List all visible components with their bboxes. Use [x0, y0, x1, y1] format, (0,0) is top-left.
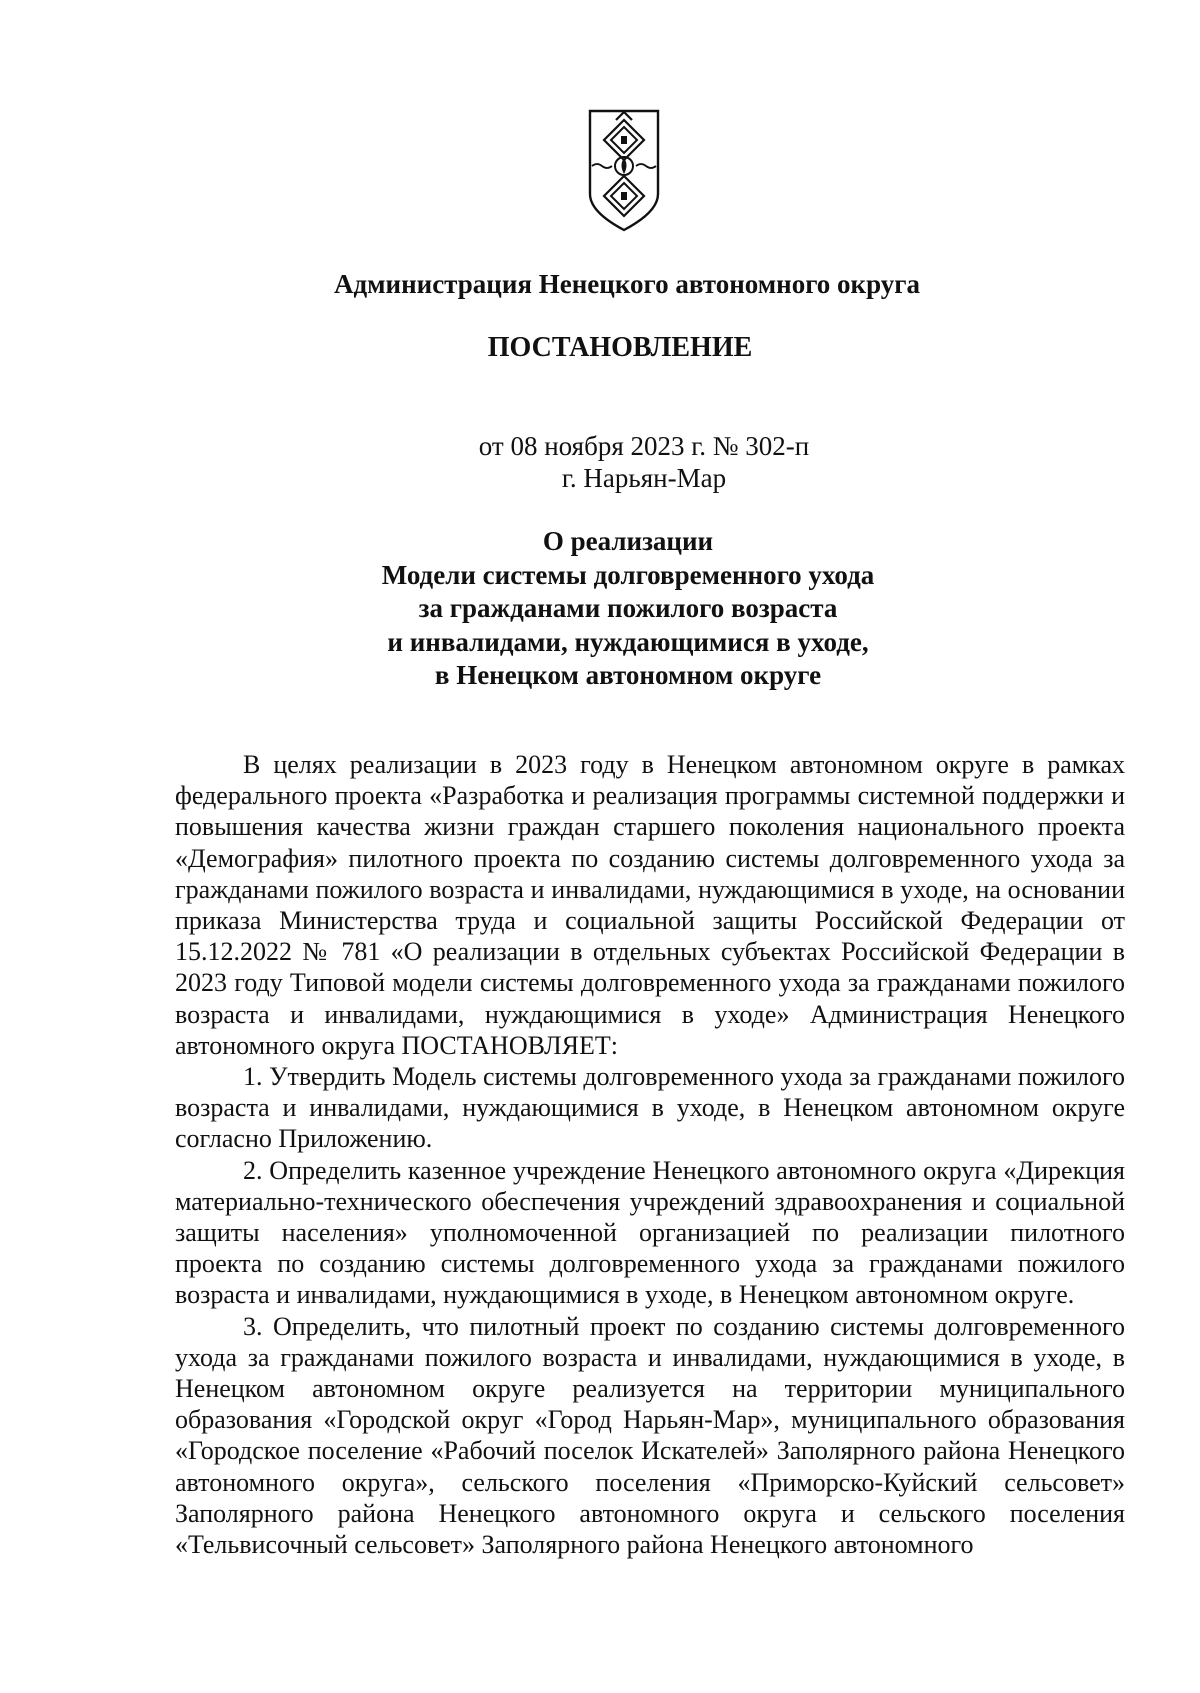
document-subject	[0, 525, 1200, 693]
body-paragraph-item-2: 2. Определить казенное учреждение Ненецкого автономного округа «Дирекция материально-технического обеспечения учреждений здравоохранения и социальной защиты населения» уполномоченной организацией по реализации пилотного проекта по созданию системы долговременного ухода за гражданами пожилого возраста и инвалидами, нуждающимися в уходе, в Ненецком автономном округе.	[175, 1155, 1125, 1310]
subject-line: и инвалидами, нуждающимися в уходе,	[387, 626, 869, 657]
subject-line: в Ненецком автономном округе	[434, 660, 822, 690]
document-body	[175, 749, 1125, 1560]
subject-line: за гражданами пожилого возраста	[418, 593, 838, 623]
body-paragraph-item-3: 3. Определить, что пилотный проект по созданию системы долговременного ухода за гражданами пожилого возраста и инвалидами, нуждающимися в уходе, в Ненецком автономном округе реализуется на территории муниципального образования «Городской округ «Город Нарьян-Мар», муниципального образования «Городское поселение «Рабочий поселок Искателей» Заполярного района Ненецкого автономного округа», сельского поселения «Приморско-Куйский сельсовет» Заполярного района Ненецкого автономного округа и сельского поселения «Тельвисочный сельсовет» Заполярного района Ненецкого автономного	[175, 1311, 1125, 1560]
document-city: г. Нарьян-Мар	[561, 463, 727, 493]
subject-line: Модели системы долговременного ухода	[381, 559, 875, 590]
document-date-number: от 08 ноября 2023 г. № 302-п	[478, 431, 810, 461]
organization-title: Администрация Ненецкого автономного округа	[333, 269, 921, 299]
body-paragraph-item-1: 1. Утвердить Модель системы долговременного ухода за гражданами пожилого возраста и инвалидами, нуждающимися в уходе, в Ненецком автономном округе согласно Приложению.	[175, 1062, 1125, 1154]
document-type-title: ПОСТАНОВЛЕНИЕ	[487, 332, 753, 363]
body-paragraph-preamble: В целях реализации в 2023 году в Ненецком автономном округе в рамках федерального проекта «Разработка и реализация программы системной поддержки и повышения качества жизни граждан старшего поколения национального проекта «Демография» пилотного проекта по созданию системы долговременного ухода за гражданами пожилого возраста и инвалидами, нуждающимися в уходе, на основании приказа Министерства труда и социальной защиты Российской Федерации от 15.12.2022 № 781 «О реализации в отдельных субъектах Российской Федерации в 2023 году Типовой модели системы долговременного ухода за гражданами пожилого возраста и инвалидами, нуждающимися в уходе» Администрация Ненецкого автономного округа ПОСТАНОВЛЯЕТ:	[175, 750, 1125, 1060]
coat-of-arms-icon	[586, 108, 662, 234]
subject-line: О реализации	[542, 526, 714, 556]
